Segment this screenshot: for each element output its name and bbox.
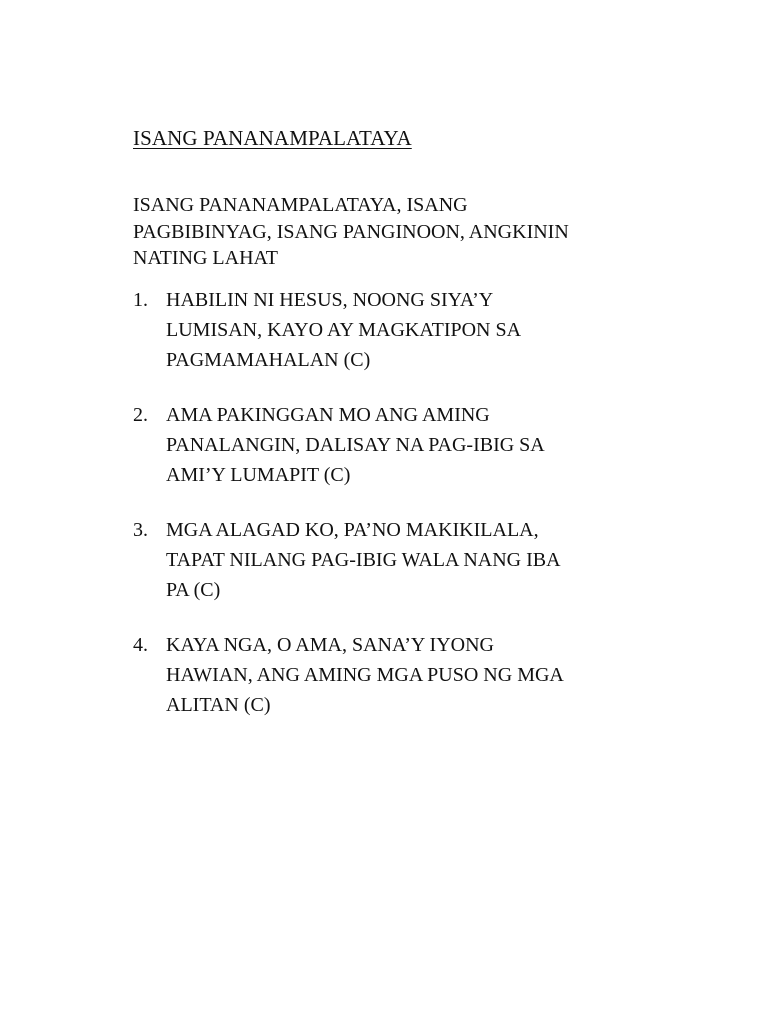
- verse-line: PANALANGIN, DALISAY NA PAG-IBIG SA: [166, 434, 545, 456]
- chorus-line: ISANG PANANAMPALATAYA, ISANG: [133, 194, 468, 216]
- verse-line: PA (C): [166, 579, 221, 601]
- verse-3: [133, 515, 653, 605]
- verse-number: 1.: [133, 289, 148, 311]
- verse-line: TAPAT NILANG PAG-IBIG WALA NANG IBA: [166, 549, 561, 571]
- verse-number: 2.: [133, 404, 148, 426]
- verse-line: AMI’Y LUMAPIT (C): [166, 464, 351, 486]
- verse-line: HABILIN NI HESUS, NOONG SIYA’Y: [166, 289, 494, 311]
- verse-1: [133, 285, 653, 375]
- verse-line: PAGMAMAHALAN (C): [166, 349, 371, 371]
- verse-line: AMA PAKINGGAN MO ANG AMING: [166, 404, 490, 426]
- verse-line: KAYA NGA, O AMA, SANA’Y IYONG: [166, 634, 494, 656]
- verse-line: LUMISAN, KAYO AY MAGKATIPON SA: [166, 319, 522, 341]
- verse-line: ALITAN (C): [166, 694, 271, 716]
- chorus: [133, 192, 633, 272]
- verse-4: [133, 630, 653, 720]
- verse-list: [133, 285, 653, 745]
- chorus-line: PAGBIBINYAG, ISANG PANGINOON, ANGKININ: [133, 220, 569, 243]
- verse-line: MGA ALAGAD KO, PA’NO MAKIKILALA,: [166, 519, 539, 541]
- verse-line: HAWIAN, ANG AMING MGA PUSO NG MGA: [166, 664, 564, 686]
- chorus-line: NATING LAHAT: [133, 247, 278, 269]
- verse-2: [133, 400, 653, 490]
- verse-number: 4.: [133, 634, 148, 656]
- song-title: ISANG PANANAMPALATAYA: [133, 126, 412, 150]
- verse-number: 3.: [133, 519, 148, 541]
